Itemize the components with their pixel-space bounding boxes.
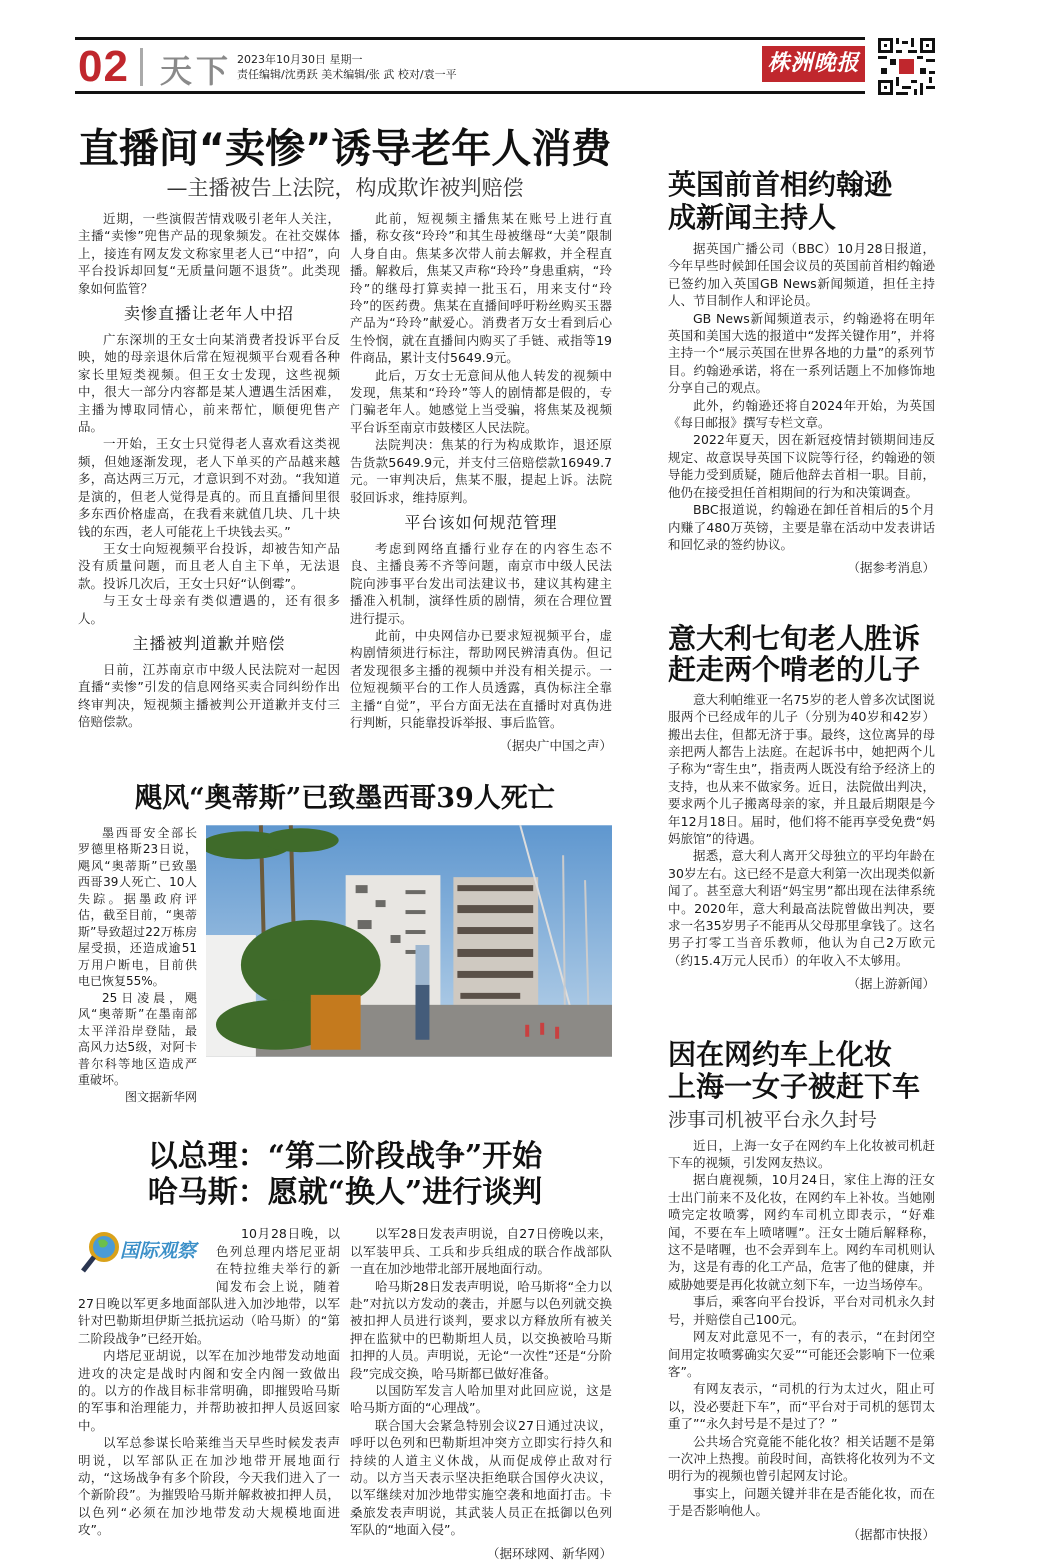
johnson-source: （据参考消息） [847,560,935,576]
livestream-paragraph: 一开始，王女士只觉得老人喜欢看这类视频，但她逐渐发现，老人下单买的产品越来越多，高达两三万元，才意识到不对劲。“我知道是演的，但老人觉得是真的。而且直播间里很多东西价格虚高，在我看来就值几块、几十块钱的东西，老人可能花上千块钱去买。” [78,436,340,539]
livestream-paragraph: 日前，江苏南京市中级人民法院对一起因直播“卖惨”引发的信息网络买卖合同纠纷作出终审判决，短视频主播被判公开道歉并支付三倍赔偿款。 [78,661,340,730]
makeup-article-body [668,1137,935,1520]
livestream-paragraph: 广东深圳的王女士向某消费者投诉平台反映，她的母亲退休后常在短视频平台观看各种家长里短类视频。但王女士发现，这些视频中，很大一部分内容都是某人遭遇生活困难，主播为博取同情心，前来帮忙，顺便兜售产品。 [78,332,340,435]
johnson-article-body [668,240,935,553]
issue-date: 2023年10月30日 星期一 [237,53,363,66]
johnson-paragraph: 据英国广播公司（BBC）10月28日报道，今年早些时候卸任国会议员的英国前首相约翰逊已签约加入英国GB News新闻频道，担任主持人、节目制作人和评论员。 [668,241,935,309]
makeup-paragraph: 近日，上海一女子在网约车上化妆被司机赶下车的视频，引发网友热议。 [668,1137,935,1171]
qr-code-icon [878,38,935,95]
israel-paragraph: 内塔尼亚胡说，以军在加沙地带发动地面进攻的决定是战时内阁和安全内阁一致做出的。以方的作战目标非常明确，即摧毁哈马斯的军事和治理能力，并帮助被扣押人员返回家中。 [78,1348,340,1433]
makeup-paragraph: 公共场合究竟能不能化妆？相关话题不是第一次冲上热搜。前段时间，高铁将化妆列为不文明行为的视频也曾引起网友讨论。 [668,1433,935,1484]
header-divider [140,48,143,86]
typhoon-paragraph: 25日凌晨，飓风“奥蒂斯”在墨南部太平洋沿岸登陆，最高风力达5级，对阿卡普尔科等地区造成严重破坏。 [78,990,197,1088]
typhoon-paragraph: 墨西哥安全部长罗德里格斯23日说，飓风“奥蒂斯”已致墨西哥39人死亡、10人失踪。据墨政府评估，截至目前，“奥蒂斯”导致超过22万栋房屋受损，还造成逾51万用户断电，目前供电已恢复55%。 [78,825,197,989]
israel-paragraph: 以军28日发表声明说，自27日傍晚以来，以军装甲兵、工兵和步兵组成的联合作战部队一直在加沙地带北部开展地面行动。 [350,1226,612,1277]
italy-paragraph: 据悉，意大利人离开父母独立的平均年龄在30岁左右。这已经不是意大利第一次出现类似新闻了。甚至意大利语“妈宝男”都出现在法律系统中。2020年，意大利最高法院曾做出判决，要求一名35岁男子不能再从父母那里拿钱了。这名男子打零工当音乐教师，他认为自己2万欧元（约15.4万元人民币）的年收入不太够用。 [668,848,935,968]
livestream-headline: 直播间“卖惨”诱导老年人消费 [78,126,612,172]
italy-paragraph: 意大利帕维亚一名75岁的老人曾多次试图说服两个已经成年的儿子（分别为40岁和42岁）搬出去住，但都无济于事。最终，这位离异的母亲把两人都告上法庭。在起诉书中，她把两个儿子称为“寄生虫”，指责两人既没有给予经济上的支持，也从来不做家务。近日，法院做出判决，要求两个儿子搬离母亲的家，并且最后期限是今年12月18日。届时，他们将不能再享受免费“妈妈旅馆”的待遇。 [668,691,935,846]
livestream-paragraph: 法院判决：焦某的行为构成欺诈，退还原告货款5649.9元，并支付三倍赔偿款16949.7元。一审判决后，焦某不服，提起上诉。法院驳回诉求，维持原判。 [350,437,612,505]
makeup-paragraph: 事后，乘客向平台投诉，平台对司机永久封号，并赔偿自己100元。 [668,1294,935,1327]
magnifier-globe-icon [80,1231,120,1275]
page-number: 02 [78,42,129,91]
makeup-headline [668,1039,935,1103]
livestream-subheading: 主播被判道歉并赔偿 [132,633,286,653]
livestream-paragraph: 此前，中央网信办已要求短视频平台，虚构剧情须进行标注，帮助网民辨清真伪。但记者发现很多主播的视频中并没有相关提示。一位短视频平台的工作人员透露，真伪标注全靠主播“自觉”，平台方面无法在直播时对真伪进行判断，只能靠投诉举报、事后监管。 [350,627,612,730]
italy-headline [668,623,935,685]
johnson-paragraph: 此外，约翰逊还将自2024年开始，为英国《每日邮报》撰写专栏文章。 [668,397,935,431]
makeup-headline-line2: 上海一女子被赶下车 [668,1069,921,1103]
typhoon-article [78,825,612,1106]
makeup-source: （据都市快报） [847,1526,935,1542]
israel-paragraph: 联合国大会紧急特别会议27日通过决议，呼吁以色列和巴勒斯坦冲突方立即实行持久和持续的人道主义休战，从而促成停止敌对行动。以方当天表示坚决拒绝联合国停火决议，以军继续对加沙地带实施空袭和地面打击。卡桑旅发表声明说，其武装人员正在抵御以色列军队的“地面入侵”。 [350,1417,612,1538]
israel-source: （据环球网、新华网） [486,1545,612,1561]
livestream-subheading: 卖惨直播让老年人中招 [123,304,294,324]
makeup-paragraph: 网友对此意见不一，有的表示，“在封闭空间用定妆喷雾确实欠妥”“可能还会影响下一位乘客”。 [668,1329,935,1379]
livestream-paragraph: 考虑到网络直播行业存在的内容生态不良、主播良莠不齐等问题，南京市中级人民法院向涉事平台发出司法建议书，建议其构建主播准入机制，演绎性质的剧情，须在合理位置进行提示。 [350,540,612,626]
israel-paragraph: 以军总参谋长哈莱维当天早些时候发表声明说，以军部队正在加沙地带开展地面行动，“这场战争有多个阶段，今天我们进入了一个新阶段”。为摧毁哈马斯并解救被扣押人员，以色列“必须在加沙地带发动大规模地面进攻”。 [78,1435,340,1538]
typhoon-credit: 图文据新华网 [124,1089,197,1104]
italy-source: （据上游新闻） [847,976,935,992]
livestream-paragraph: 王女士向短视频平台投诉，却被告知产品没有质量问题，而且老人自主下单，无法退款。投诉几次后，王女士只好“认倒霉”。 [78,540,340,591]
livestream-source: （据央广中国之声） [499,738,612,754]
johnson-paragraph: 2022年夏天，因在新冠疫情封锁期间违反规定、故意误导英国下议院等行径，约翰逊的领导能力受到质疑，随后他辞去首相一职。目前，他仍在接受担任首相期间的行为和决策调查。 [668,432,935,500]
typhoon-article-body [78,825,197,1089]
livestream-article-body [78,210,612,755]
johnson-headline-line2: 成新闻主持人 [668,201,837,234]
header-top-rule [75,37,865,40]
livestream-paragraph: 此前，短视频主播焦某在账号上进行直播，称女孩“玲玲”和其生母被继母“大美”限制人身自由。焦某多次带人前去解救，并全程直播。解救后，焦某又声称“玲玲”身患重病，“玲玲”的继母打算卖掉一批玉石，用来支付“玲玲”的医药费。焦某在直播间呼吁粉丝购买玉器产品为“玲玲”献爱心。消费者万女士看到后心生怜悯，就在直播间内购买了手链、戒指等19件商品，累计支付5649.9元。 [350,211,612,366]
right-column [668,168,935,1543]
livestream-subtitle: —主播被告上法院，构成欺诈被判赔偿 [166,176,524,200]
typhoon-headline: 飓风“奥蒂斯”已致墨西哥39人死亡 [135,782,555,814]
italy-article-body [668,691,935,970]
typhoon-damage-photo [206,825,612,1057]
makeup-subtitle: 涉事司机被平台永久封号 [668,1108,878,1131]
typhoon-text [78,825,197,1106]
johnson-headline-line1: 英国前首相约翰逊 [668,168,893,201]
livestream-paragraph: 近期，一些演假苦情戏吸引老年人关注，主播“卖惨”兜售产品的现象频发。在社交媒体上，接连有网友发文称家里老人已“中招”，向平台投诉却回复“无质量问题不退货”。此类现象如何监管？ [78,211,340,296]
masthead-logo: 株洲晚报 [762,46,865,82]
israel-headline-line1: 以总理：“第二阶段战争”开始 [147,1139,543,1175]
johnson-paragraph: BBC报道说，约翰逊在卸任首相后的5个月内赚了480万英镑，主要是靠在活动中发表讲话和回忆录的签约协议。 [668,502,935,552]
livestream-subheading: 平台该如何规范管理 [404,512,558,532]
column-logo-text: 国际观察 [120,1240,197,1263]
israel-paragraph: 以国防军发言人哈加里对此回应说，这是哈马斯方面的“心理战”。 [350,1382,612,1416]
israel-headline-line2: 哈马斯：愿就“换人”进行谈判 [147,1175,543,1211]
makeup-paragraph: 有网友表示，“司机的行为太过火，阻止可以，没必要赶下车”，而“平台对于司机的惩罚太重了”“永久封号是不是过了？” [668,1381,935,1432]
johnson-headline [668,168,935,234]
livestream-paragraph: 与王女士母亲有类似遭遇的，还有很多人。 [78,593,340,626]
international-observation-logo [78,1227,208,1283]
israel-article-body [78,1225,612,1562]
issue-meta [237,52,457,82]
makeup-headline-line1: 因在网约车上化妆 [668,1037,893,1071]
israel-paragraph: 10月28日晚，以色列总理内塔尼亚胡在特拉维夫举行的新闻发布会上说，随着27日晚以军更多地面部队进入加沙地带，以军针对巴勒斯坦伊斯兰抵抗运动（哈马斯）的“第二阶段战争”已经开始。 [78,1226,340,1346]
section-name: 天下 [160,52,233,90]
johnson-paragraph: GB News新闻频道表示，约翰逊将在明年英国和美国大选的报道中“发挥关键作用”，并将主持一个“展示英国在世界各地的力量”的系列节目。约翰逊承诺，将在一系列话题上不加修饰地分享自己的观点。 [668,310,935,396]
israel-headline [78,1139,612,1211]
editorial-staff: 责任编辑/沈勇跃 美术编辑/张 武 校对/袁一平 [237,68,457,81]
italy-headline-line2: 赶走两个啃老的儿子 [668,652,921,686]
italy-headline-line1: 意大利七旬老人胜诉 [668,621,921,655]
livestream-paragraph: 此后，万女士无意间从他人转发的视频中发现，焦某和“玲玲”等人的剧情都是假的，专门骗老年人。她感觉上当受骗，将焦某及视频平台诉至南京市鼓楼区人民法院。 [350,367,612,435]
israel-paragraph: 哈马斯28日发表声明说，哈马斯将“全力以赴”对抗以方发动的袭击，并愿与以色列就交换被扣押人员进行谈判，要求以方释放所有被关押在监狱中的巴勒斯坦人员，以交换被哈马斯扣押的人员。声明说，无论“一次性”还是“分阶段”完成交换，哈马斯都已做好准备。 [350,1278,612,1381]
makeup-paragraph: 据白鹿视频，10月24日，家住上海的汪女士出门前来不及化妆，在网约车上补妆。当她刚喷完定妆喷雾，网约车司机立即表示，“好难闻，不要在车上喷啫喱”。汪女士随后解释称，这不是啫喱，也不会弄到车上。网约车司机则认为，这是有毒的化工产品，危害了他的健康，并威胁她要是再化妆就立刻下车，一边当场停车。 [668,1172,935,1292]
makeup-paragraph: 事实上，问题关键并非在是否能化妆，而在于是否影响他人。 [668,1485,935,1519]
left-column [78,124,612,1562]
